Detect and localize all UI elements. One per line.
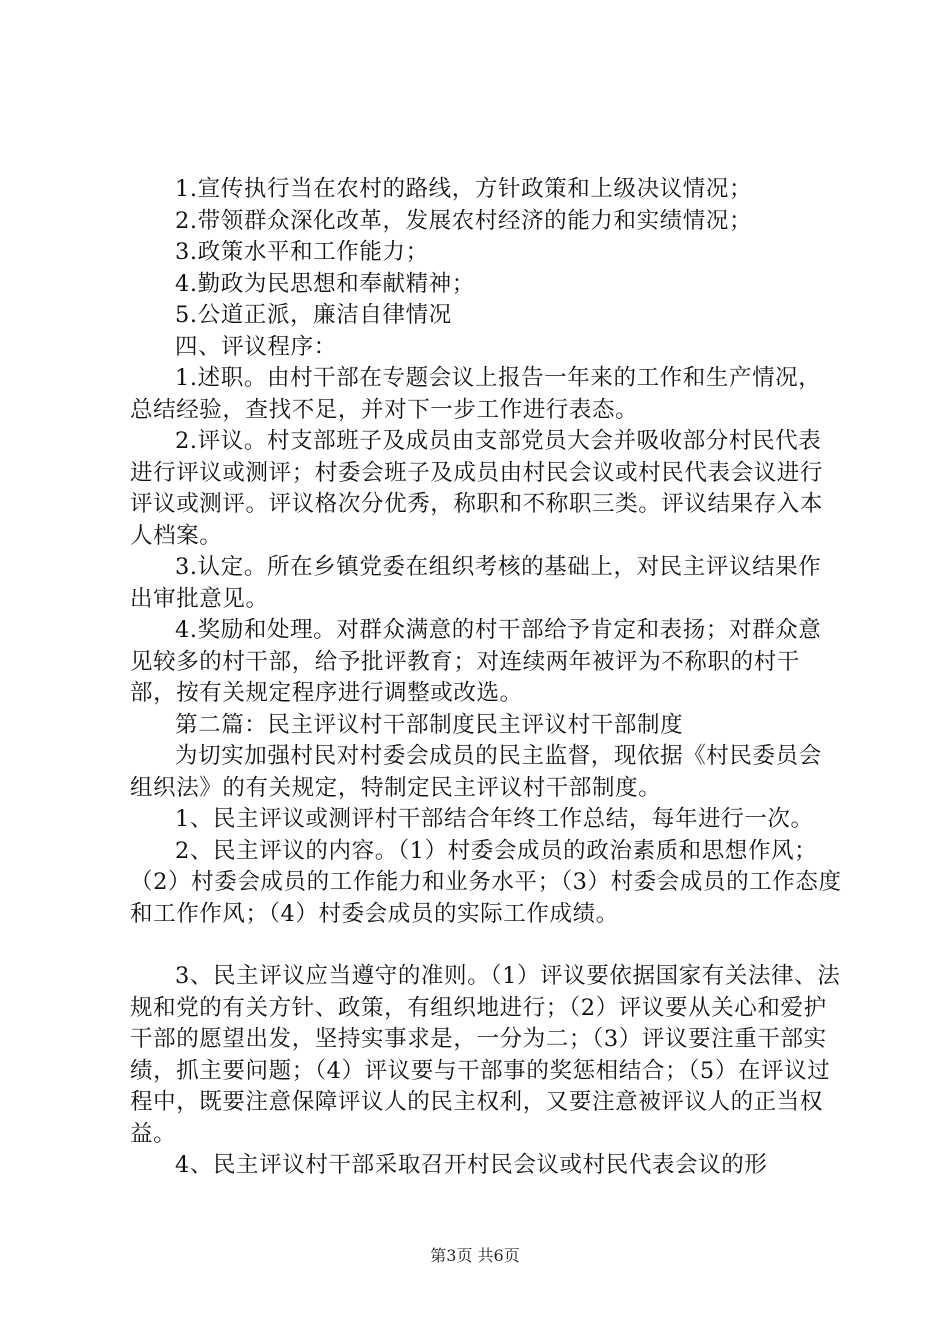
list-item-duty-2: 2.带领群众深化改革，发展农村经济的能力和实绩情况； bbox=[175, 207, 753, 234]
chapter-title: 第二篇：民主评议村干部制度民主评议村干部制度 bbox=[175, 711, 684, 738]
list-item-duty-5: 5.公道正派，廉洁自律情况 bbox=[175, 302, 452, 328]
rule-item-1: 1、民主评议或测评村干部结合年终工作总结，每年进行一次。 bbox=[175, 806, 814, 832]
document-body bbox=[130, 174, 842, 1182]
rule-item-3: 3、民主评议应当遵守的准则。（1）评议要依据国家有关法律、法规和党的有关方针、政策，有组织地进行；（2）评议要从关心和爱护干部的愿望出发，坚持实事求是，一分为二；（3）评议要注重干部实绩，抓主要问题；（4）评议要与干部事的奖惩相结合；（5）在评议过程中，既要注意保障评议人的民主权利，又要注意被评议人的正当权益。 bbox=[130, 963, 841, 1147]
page-number: 第3页 共6页 bbox=[430, 1246, 520, 1265]
procedure-step-confirm: 3.认定。所在乡镇党委在组织考核的基础上，对民主评议结果作出审批意见。 bbox=[130, 554, 822, 612]
list-item-duty-3: 3.政策水平和工作能力； bbox=[175, 239, 429, 265]
procedure-step-report: 1.述职。由村干部在专题会议上报告一年来的工作和生产情况，总结经验，查找不足，并对下一步工作进行表态。 bbox=[130, 365, 822, 423]
section-heading-procedure: 四、评议程序： bbox=[175, 333, 337, 360]
rule-item-2: 2、民主评议的内容。（1）村委会成员的政治素质和思想作风；（2）村委会成员的工作能力和业务水平；（3）村委会成员的工作态度和工作作风；（4）村委会成员的实际工作成绩。 bbox=[130, 837, 842, 927]
list-item-duty-4: 4.勤政为民思想和奉献精神； bbox=[175, 270, 475, 297]
chapter-intro: 为切实加强村民对村委会成员的民主监督，现依据《村民委员会组织法》的有关规定，特制定民主评议村干部制度。 bbox=[130, 743, 822, 801]
procedure-step-reward: 4.奖励和处理。对群众满意的村干部给予肯定和表扬；对群众意见较多的村干部，给予批评教育；对连续两年被评为不称职的村干部，按有关规定程序进行调整或改选。 bbox=[130, 617, 822, 706]
rule-item-4: 4、民主评议村干部采取召开村民会议或村民代表会议的形 bbox=[175, 1152, 768, 1178]
list-item-duty-1: 1.宣传执行当在农村的路线，方针政策和上级决议情况； bbox=[175, 176, 753, 202]
procedure-step-evaluate: 2.评议。村支部班子及成员由支部党员大会并吸收部分村民代表进行评议或测评；村委会班子及成员由村民会议或村民代表会议进行评议或测评。评议格次分优秀，称职和不称职三类。评议结果存入本人档案。 bbox=[130, 428, 824, 549]
